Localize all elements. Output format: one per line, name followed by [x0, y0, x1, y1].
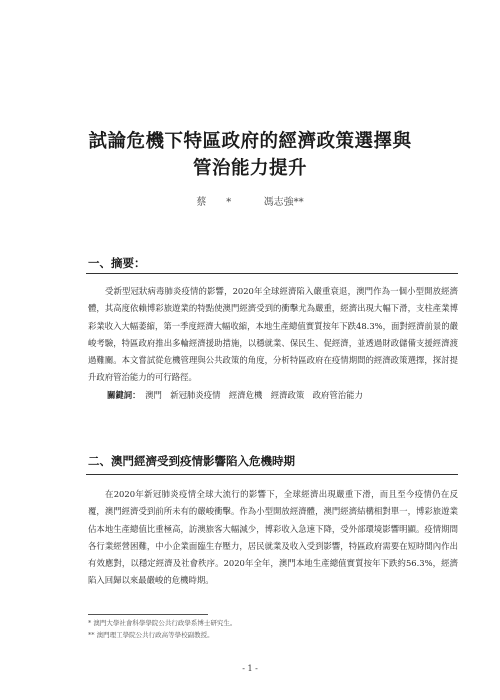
keywords-line	[107, 389, 457, 401]
keywords-label: 關鍵詞：	[107, 390, 141, 400]
abstract-paragraph: 受新型冠狀病毒肺炎疫情的影響，2020年全球經濟陷入嚴重衰退，澳門作為一個小型開放經濟體，其高度依賴博彩旅遊業的特點使澳門經濟受到的衝擊尤為嚴重，經濟出現大幅下滑，支柱產業博彩業收入大幅萎縮，第一季度經濟大幅收縮，本地生產總值實質按年下跌48.3%，面對經濟前景的嚴峻考驗，特區政府推出多輪經濟援助措施，以穩就業、保民生、促經濟，並透過財政儲備支援經濟渡過難關。本文嘗試從危機管理與公共政策的角度，分析特區政府在疫情期間的經濟政策選擇，探討提升政府管治能力的可行路徑。	[88, 286, 458, 383]
author-1: 蔡 *	[196, 197, 232, 208]
title-line-1: 試論危機下特區政府的經濟政策選擇與	[88, 131, 412, 152]
page-number: - 1 -	[242, 664, 258, 673]
section-2-heading: 二、澳門經濟受到疫情影響陷入危機時期	[88, 454, 295, 468]
author-line	[0, 193, 500, 208]
footnote-1: * 澳門大學社會科學學院公共行政學系博士研究生。	[88, 619, 237, 627]
section-2-heading-rule	[86, 474, 458, 475]
paper-title	[40, 128, 460, 182]
abstract-heading: 一、摘要：	[88, 256, 146, 270]
keywords-text: 澳門 新冠肺炎疫情 經濟危機 經濟政策 政府管治能力	[145, 390, 363, 400]
author-2: 馮志強**	[263, 197, 304, 208]
title-line-2: 管治能力提升	[192, 158, 307, 179]
abstract-heading-rule	[86, 273, 458, 274]
section-2-paragraph: 在2020年新冠肺炎疫情全球大流行的影響下，全球經濟出現嚴重下滑，而且至今疫情仍在反覆，澳門經濟受到前所未有的嚴峻衝擊。作為小型開放經濟體，澳門經濟結構相對單一，博彩旅遊業佔本地生產總值比重極高，訪澳旅客大幅減少，博彩收入急速下降，受外部環境影響明顯。疫情期間各行業經營困難，中小企業面臨生存壓力，居民就業及收入受到影響，特區政府需要在短時間內作出有效應對，以穩定經濟及社會秩序。2020年全年，澳門本地生產總值實質按年下跌約56.3%，經濟陷入回歸以來最嚴峻的危機時期。	[88, 489, 458, 586]
footnote-divider	[88, 614, 208, 615]
footnote-2: ** 澳門理工學院公共行政高等學校副教授。	[88, 631, 214, 639]
